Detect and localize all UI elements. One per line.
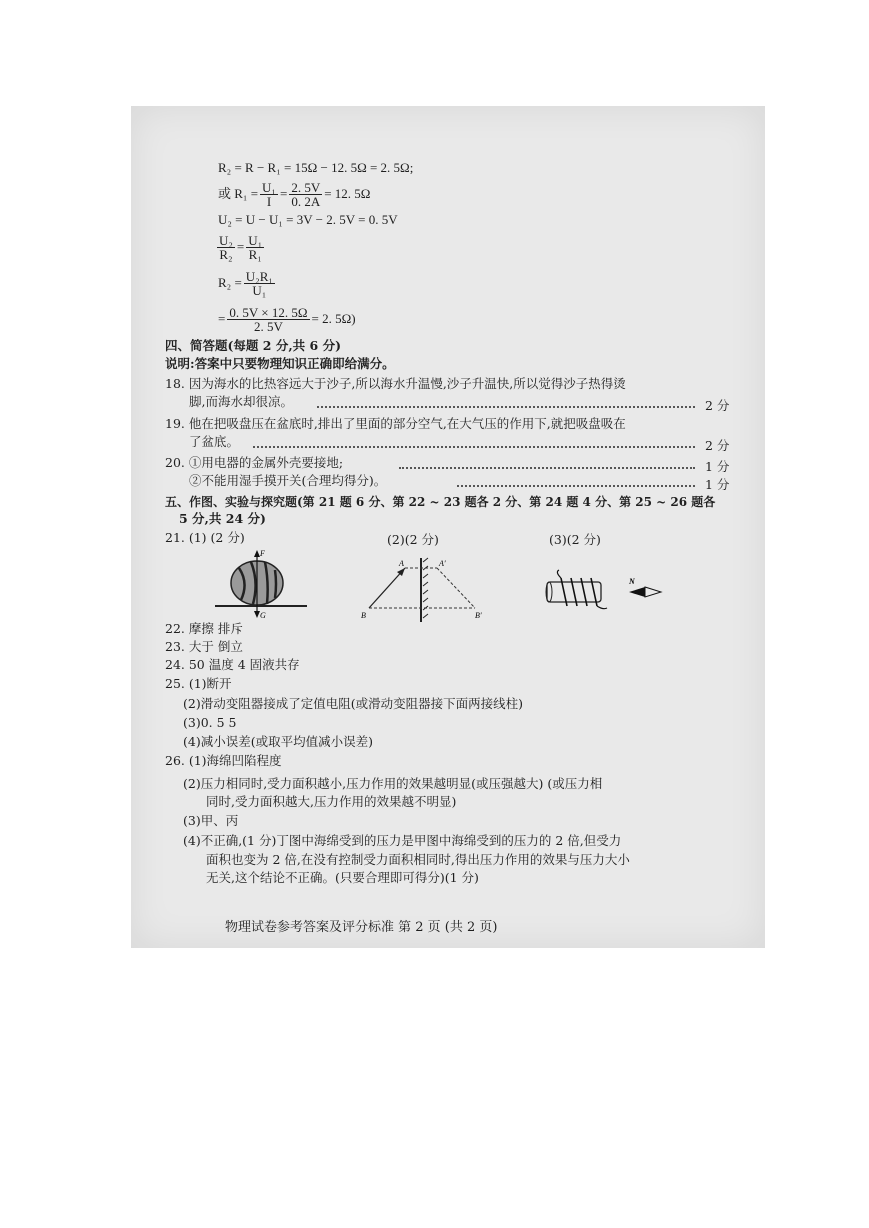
denominator: U₁ — [252, 282, 267, 298]
force-g-label: G — [260, 611, 266, 620]
score-19: 2 分 — [705, 438, 730, 453]
answer-26-4-line-1: (4)不正确,(1 分)丁图中海绵受到的压力是甲图中海绵受到的压力的 2 倍,但受力 — [183, 833, 622, 848]
fraction-u1-over-i — [260, 181, 278, 208]
denominator: 2. 5V — [253, 318, 283, 334]
answer-19-line-2: 了盆底。 — [189, 434, 240, 449]
denominator: R₁ — [248, 246, 262, 262]
answer-25-2: (2)滑动变阻器接成了定值电阻(或滑动变阻器接下面两接线柱) — [183, 696, 523, 711]
dot-leader — [317, 406, 695, 408]
calc-line-6-result: = 2. 5Ω) — [311, 311, 356, 326]
section-5-heading-1: 五、作图、实验与探究题(第 21 题 6 分、第 22 ~ 23 题各 2 分、第 24 题 4 分、第 25 ~ 26 题各 — [165, 495, 716, 509]
mirror-image-diagram — [357, 556, 497, 626]
fraction-u2r1-over-u1 — [244, 270, 275, 297]
answer-26-2-line-2: 同时,受力面积越大,压力作用的效果越不明显) — [206, 794, 457, 809]
calc-line-2-prefix: 或 R₁ = — [218, 186, 259, 201]
denominator: R₂ — [219, 246, 233, 262]
calc-line-6: = $\frac{0. 5V \times 12. 5\Omega}{2. 5V}$ = 2. 5Ω) — [218, 304, 356, 334]
answer-26-2-line-1: (2)压力相同时,受力面积越小,压力作用的效果越明显(或压强越大) (或压力相 — [183, 776, 603, 791]
score-20-2: 1 分 — [705, 477, 730, 492]
page-footer: 物理试卷参考答案及评分标准 第 2 页 (共 2 页) — [225, 920, 498, 935]
q21-label-3: (3)(2 分) — [549, 532, 601, 547]
fraction-final — [227, 306, 309, 333]
denominator: I — [266, 193, 272, 209]
answer-20-line-2: ②不能用湿手摸开关(合理均得分)。 — [189, 473, 387, 488]
numerator: U₁ — [248, 232, 263, 248]
answer-23: 23. 大于 倒立 — [165, 639, 243, 654]
numerator: U₁ — [262, 179, 276, 195]
dot-leader — [457, 485, 695, 487]
scanned-page — [131, 106, 765, 948]
calc-line-2-result: = 12. 5Ω — [324, 186, 371, 201]
answer-26-4-line-2: 面积也变为 2 倍,在没有控制受力面积相同时,得出压力作用的效果与压力大小 — [206, 852, 630, 867]
label-n: N — [629, 577, 635, 586]
answer-26-3: (3)甲、丙 — [183, 813, 239, 828]
section-5-heading-2: 5 分,共 24 分) — [179, 511, 266, 526]
answer-26-4-line-3: 无关,这个结论不正确。(只要合理即可得分)(1 分) — [206, 870, 479, 885]
section-4-heading: 四、简答题(每题 2 分,共 6 分) — [165, 338, 341, 353]
calc-line-2: 或 R₁ = $\frac{\text{U₁}}{I}$ = $\frac{2. 5V}{0. 2A}$ = 12. 5Ω — [218, 179, 371, 209]
numerator: U₂R₁ — [245, 268, 273, 284]
calc-line-1: R₂ = R − R₁ = 15Ω − 12. 5Ω = 2. 5Ω; — [218, 160, 414, 175]
q21-label-1: 21. (1) (2 分) — [165, 530, 245, 545]
watermelon-force-diagram — [211, 546, 311, 620]
calc-line-5-prefix: R₂ = — [218, 275, 242, 290]
solenoid-leads — [557, 570, 607, 609]
answer-24: 24. 50 温度 4 固液共存 — [165, 657, 300, 672]
mirror-hatching — [423, 558, 428, 618]
label-a-prime: A′ — [439, 559, 446, 568]
answer-25-1: 25. (1)断开 — [165, 676, 232, 691]
answer-25-4: (4)减小误差(或取平均值减小误差) — [183, 734, 373, 749]
q21-label-2: (2)(2 分) — [387, 532, 439, 547]
answer-18-line-2: 脚,而海水却很凉。 — [189, 394, 293, 409]
fraction-u2-over-r2 — [217, 234, 235, 261]
fraction-values — [289, 181, 322, 208]
compass-north-half — [629, 587, 645, 597]
answer-18-line-1: 18. 因为海水的比热容远大于沙子,所以海水升温慢,沙子升温快,所以觉得沙子热得烫 — [165, 376, 626, 391]
score-20-1: 1 分 — [705, 459, 730, 474]
calc-line-4: $\frac{\text{U₂}}{\text{R₂}}$ = $\frac{\text{U₁}}{\text{R₁}}$ — [219, 232, 263, 262]
label-b: B — [361, 611, 366, 620]
numerator: 2. 5V — [291, 179, 321, 195]
force-f-label: F — [260, 549, 265, 558]
numerator: U₂ — [219, 232, 233, 248]
dot-leader — [253, 446, 695, 448]
image-a2b2-dashed — [437, 568, 475, 608]
score-18: 2 分 — [705, 398, 730, 413]
denominator: 0. 2A — [291, 193, 321, 209]
solenoid-diagram — [541, 568, 671, 612]
label-b-prime: B′ — [475, 611, 482, 620]
label-a: A — [399, 559, 404, 568]
section-4-note: 说明:答案中只要物理知识正确即给满分。 — [165, 356, 395, 371]
answer-26-1: 26. (1)海绵凹陷程度 — [165, 753, 282, 768]
answer-25-3: (3)0. 5 5 — [183, 715, 237, 730]
answer-22: 22. 摩擦 排斥 — [165, 621, 243, 636]
answer-20-line-1: 20. ①用电器的金属外壳要接地; — [165, 455, 344, 470]
fraction-u1-over-r1 — [246, 234, 264, 261]
compass-south-half — [645, 587, 661, 597]
calc-line-3: U₂ = U − U₁ = 3V − 2. 5V = 0. 5V — [218, 212, 398, 227]
numerator: 0. 5V × 12. 5Ω — [229, 304, 308, 320]
calc-line-5 — [218, 266, 277, 300]
dot-leader — [399, 467, 695, 469]
answer-19-line-1: 19. 他在把吸盘压在盆底时,排出了里面的部分空气,在大气压的作用下,就把吸盘吸在 — [165, 416, 626, 431]
